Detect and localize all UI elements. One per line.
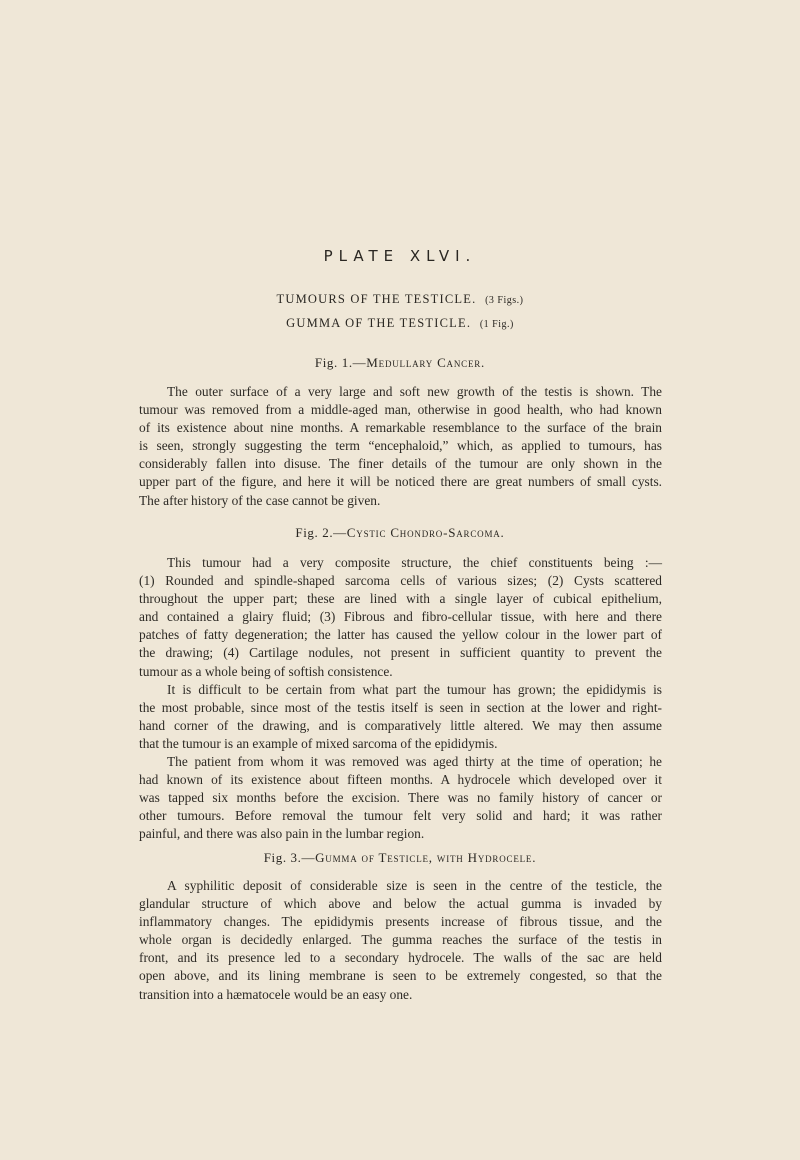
fig1-text — [139, 383, 662, 510]
fig3-title: Gumma of Testicle, with Hydrocele. — [315, 850, 537, 865]
fig3-line: transition into a hæmatocele would be an easy one. — [139, 986, 413, 1002]
fig2-line: painful, and there was also pain in the lumbar region. — [139, 826, 425, 842]
fig3-line: open above, and its lining membrane is seen to be extremely congested, so that the — [139, 968, 662, 984]
fig2-line: tumour as a whole being of softish consistence. — [139, 663, 393, 679]
heading-tumours-note: (3 Figs.) — [485, 295, 524, 306]
fig1-line: tumour was removed from a middle-aged man, otherwise in good health, who had known — [139, 402, 662, 418]
fig2-line: the most probable, since most of the testis itself is seen in section at the lower and right- — [139, 699, 662, 715]
fig2-line: and contained a glairy fluid; (3) Fibrous and fibro-cellular tissue, with here and there — [139, 609, 662, 625]
plate-title: PLATE XLVI. — [323, 247, 477, 265]
fig3-line: whole organ is decidedly enlarged. The gumma reaches the surface of the testis in — [139, 932, 662, 948]
fig2-line: (1) Rounded and spindle-shaped sarcoma cells of various sizes; (2) Cysts scattered — [139, 573, 662, 589]
heading-gumma — [0, 316, 800, 331]
fig2-line: This tumour had a very composite structure, the chief constituents being :— — [167, 555, 662, 570]
heading-tumours-text: TUMOURS OF THE TESTICLE. — [276, 292, 477, 306]
fig2-heading — [0, 525, 800, 541]
fig2-line: hand corner of the drawing, and is comparatively little altered. We may then assume — [139, 717, 662, 733]
fig2-line: the drawing; (4) Cartilage nodules, not present in sufficient quantity to prevent the — [139, 645, 662, 661]
fig2-label: Fig. 2.— — [295, 525, 347, 540]
fig1-line: is seen, strongly suggesting the term “encephaloid,” which, as applied to tumours, has — [139, 438, 662, 454]
fig2-line: The patient from whom it was removed was aged thirty at the time of operation; he — [167, 754, 662, 770]
fig2-line: other tumours. Before removal the tumour felt very solid and hard; it was rather — [139, 808, 662, 824]
fig3-heading — [0, 850, 800, 866]
fig2-line: patches of fatty degeneration; the latter has caused the yellow colour in the lower part of — [139, 627, 662, 643]
fig1-line: The outer surface of a very large and soft new growth of the testis is shown. The — [167, 384, 662, 399]
fig2-line: that the tumour is an example of mixed sarcoma of the epididymis. — [139, 735, 498, 751]
fig2-line: had known of its existence about fifteen months. A hydrocele which developed over it — [139, 772, 662, 788]
fig1-heading — [0, 355, 800, 371]
heading-gumma-note: (1 Fig.) — [479, 319, 514, 330]
fig3-line: glandular structure of which above and below the actual gumma is invaded by — [139, 896, 662, 912]
heading-gumma-text: GUMMA OF THE TESTICLE. — [286, 316, 472, 330]
fig1-label: Fig. 1.— — [314, 355, 367, 370]
fig2-line: was tapped six months before the excision. There was no family history of cancer or — [139, 790, 662, 806]
fig2-line: throughout the upper part; these are lined with a single layer of cubical epithelium, — [139, 591, 662, 607]
fig1-line: The after history of the case cannot be given. — [139, 492, 381, 508]
fig1-line: considerably fallen into disuse. The finer details of the tumour are only shown in the — [139, 456, 662, 472]
fig1-title: Medullary Cancer. — [366, 355, 486, 370]
fig2-line: It is difficult to be certain from what part the tumour has grown; the epididymis is — [167, 681, 662, 697]
fig3-line: inflammatory changes. The epididymis presents increase of fibrous tissue, and the — [139, 914, 662, 930]
heading-tumours — [0, 292, 800, 307]
fig3-line: A syphilitic deposit of considerable size is seen in the centre of the testicle, the — [167, 878, 662, 893]
fig1-line: of its existence about nine months. A remarkable resemblance to the surface of the brain — [139, 420, 662, 436]
fig2-title: Cystic Chondro-Sarcoma. — [346, 525, 505, 540]
fig3-label: Fig. 3.— — [263, 850, 316, 865]
fig1-line: upper part of the figure, and here it will be noticed there are great numbers of small cysts. — [139, 474, 662, 490]
fig2-text — [139, 554, 662, 844]
fig3-line: front, and its presence led to a secondary hydrocele. The walls of the sac are held — [139, 950, 662, 966]
fig3-text — [139, 877, 662, 1004]
